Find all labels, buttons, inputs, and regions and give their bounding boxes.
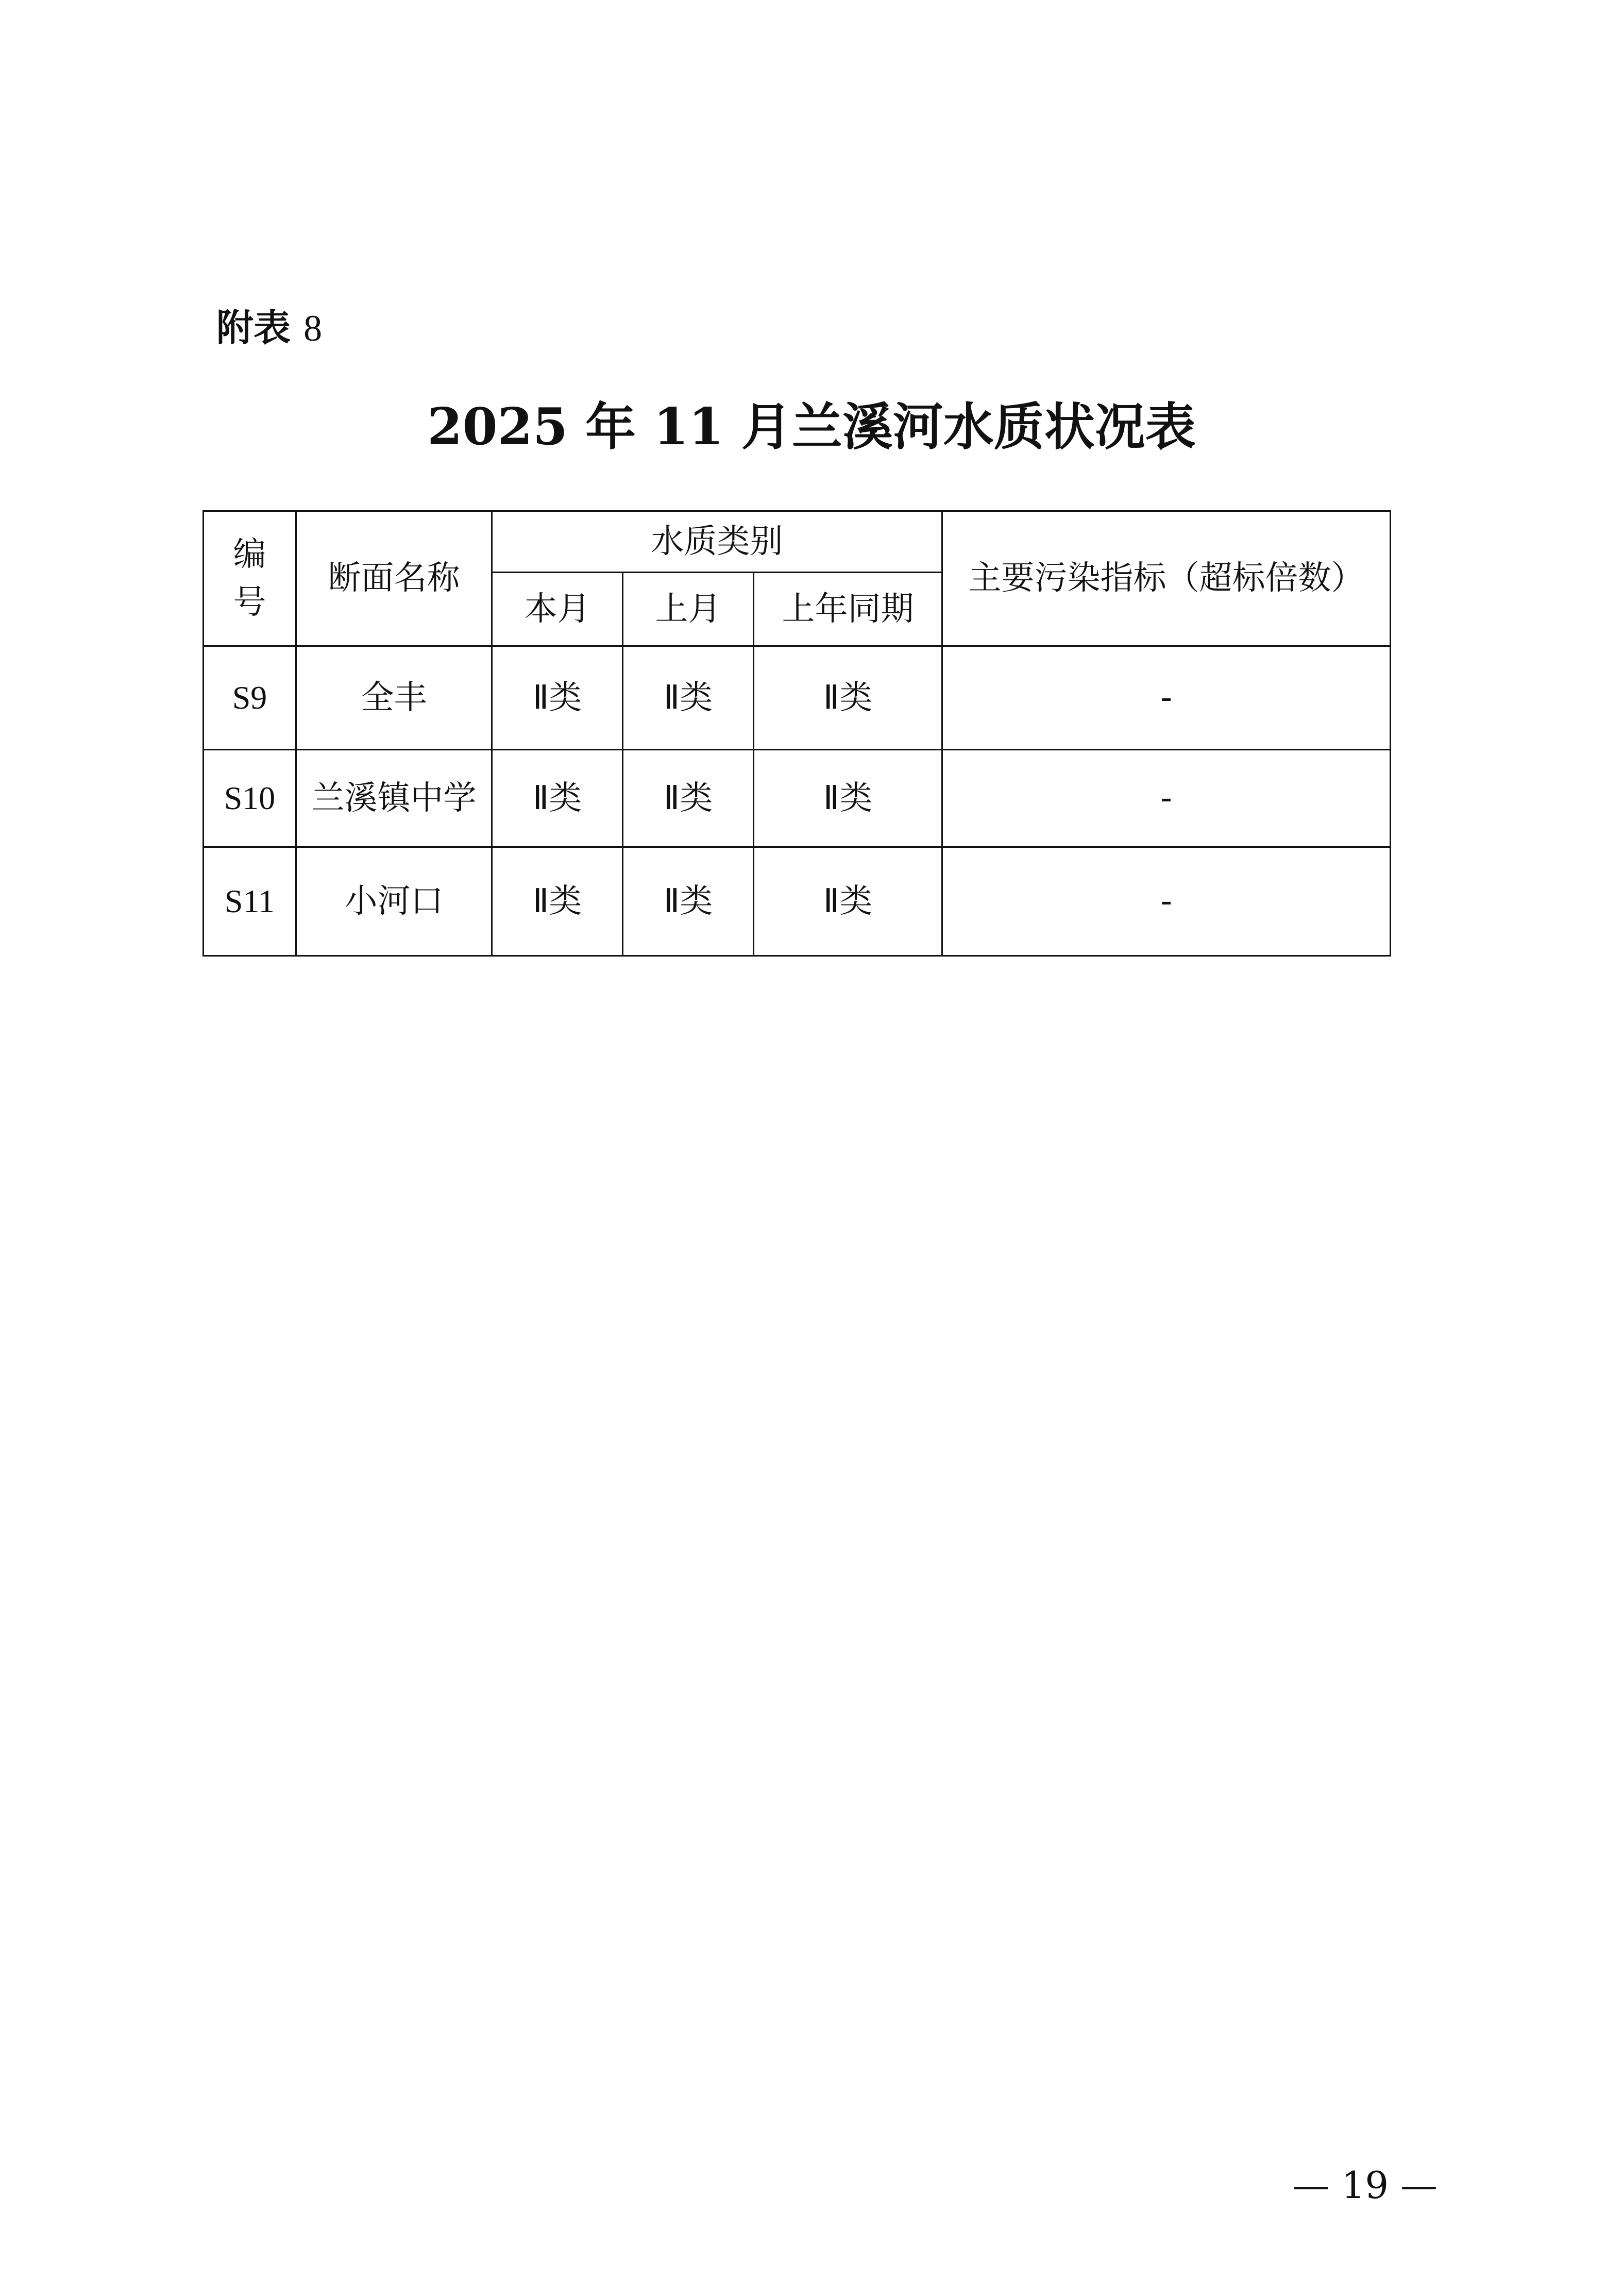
cell-last-month: Ⅱ类 <box>623 847 754 956</box>
cell-last-month: Ⅱ类 <box>623 750 754 847</box>
table-row <box>204 847 1391 956</box>
water-quality-table <box>202 510 1391 957</box>
table-header-row <box>204 511 1391 573</box>
cell-this-month: Ⅱ类 <box>492 750 623 847</box>
header-section-name: 断面名称 <box>296 511 492 646</box>
cell-pollutants: - <box>942 847 1391 956</box>
header-main-pollutants: 主要污染指标（超标倍数） <box>942 511 1391 646</box>
cell-section-name: 小河口 <box>296 847 492 956</box>
document-title: 2025 年 11 月兰溪河水质状况表 <box>427 397 1196 457</box>
cell-last-year: Ⅱ类 <box>754 847 942 956</box>
header-water-quality-group: 水质类别 <box>492 511 942 573</box>
cell-section-name: 兰溪镇中学 <box>296 750 492 847</box>
header-id-line1: 编 <box>233 535 266 574</box>
header-same-period-last-year: 上年同期 <box>754 573 942 646</box>
cell-pollutants: - <box>942 646 1391 750</box>
cell-last-month: Ⅱ类 <box>623 646 754 750</box>
table-row <box>204 646 1391 750</box>
cell-this-month: Ⅱ类 <box>492 646 623 750</box>
attachment-label <box>216 306 323 349</box>
attachment-label-text: 附表 <box>216 306 291 349</box>
cell-id: S9 <box>204 646 296 750</box>
attachment-number: 8 <box>303 308 323 349</box>
page-number: — 19 — <box>1292 2164 1438 2207</box>
cell-section-name: 全丰 <box>296 646 492 750</box>
header-last-month: 上月 <box>623 573 754 646</box>
cell-this-month: Ⅱ类 <box>492 847 623 956</box>
cell-last-year: Ⅱ类 <box>754 646 942 750</box>
header-this-month: 本月 <box>492 573 623 646</box>
cell-pollutants: - <box>942 750 1391 847</box>
table-row <box>204 750 1391 847</box>
cell-id: S10 <box>204 750 296 847</box>
header-id-line2: 号 <box>233 583 266 622</box>
cell-id: S11 <box>204 847 296 956</box>
cell-last-year: Ⅱ类 <box>754 750 942 847</box>
header-id <box>204 511 296 646</box>
